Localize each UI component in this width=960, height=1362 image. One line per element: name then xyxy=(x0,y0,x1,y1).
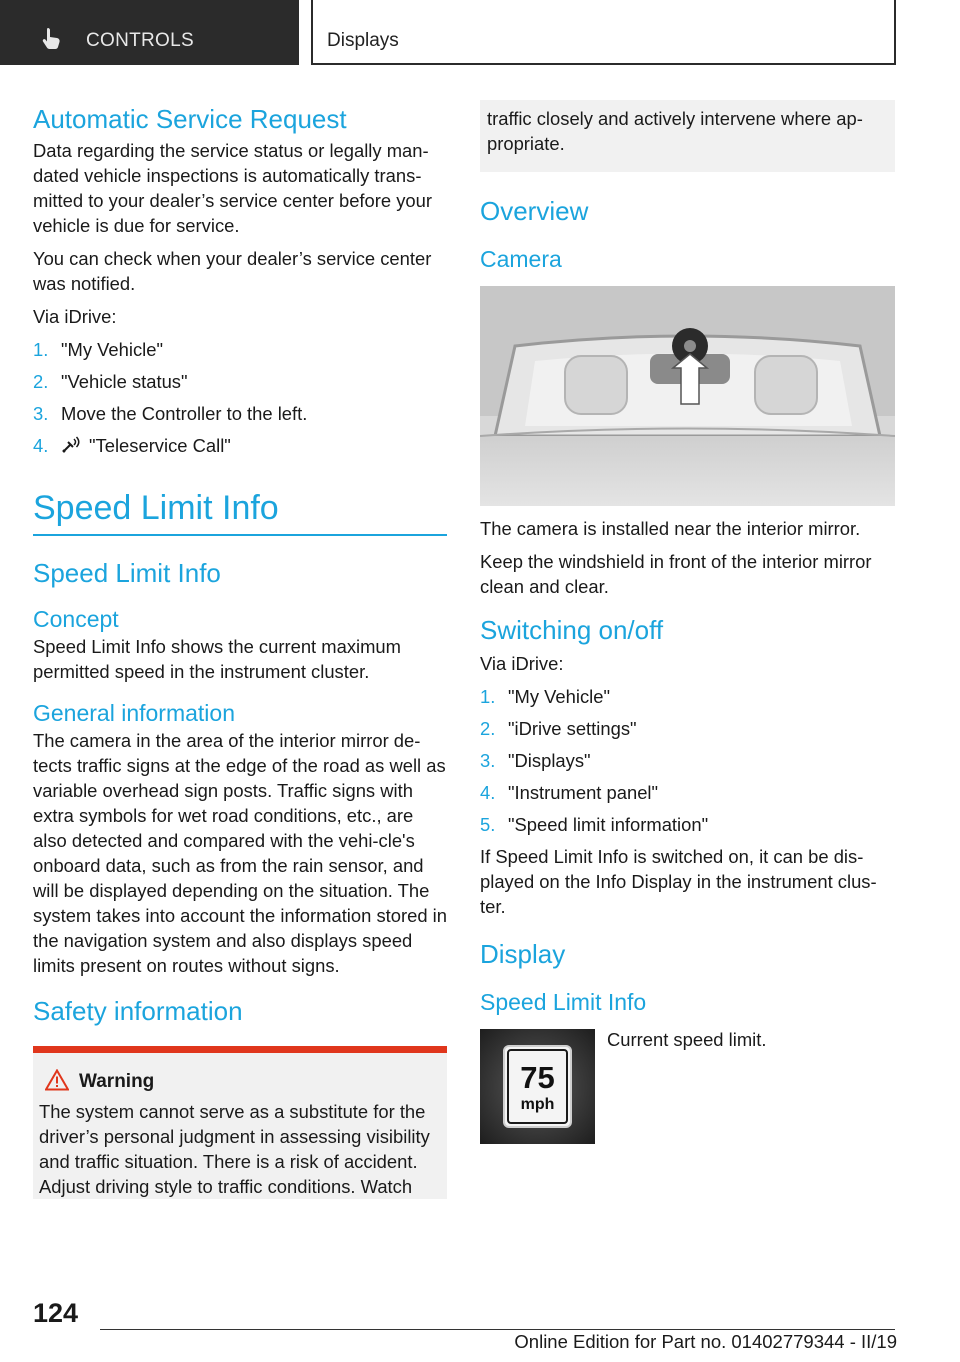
main-heading: Speed Limit Info xyxy=(33,489,279,527)
camera-paragraph-1: The camera is installed near the interior mirror. xyxy=(480,518,861,539)
right-column xyxy=(480,100,895,1149)
speed-limit-unit: mph xyxy=(520,1096,555,1113)
asr-paragraph-2: You can check when your dealer’s service center was notified. xyxy=(33,248,432,294)
sli-caption: Current speed limit. xyxy=(607,1029,767,1050)
teleservice-call-icon xyxy=(61,436,83,454)
warning-label: Warning xyxy=(79,1070,155,1092)
left-column xyxy=(33,100,447,1199)
camera-heading: Camera xyxy=(480,246,562,272)
list-item: 2. "Vehicle status" xyxy=(33,371,188,392)
header-category-tab xyxy=(0,0,299,65)
safety-heading: Safety information xyxy=(33,995,243,1026)
speed-limit-sign-illustration xyxy=(480,1029,595,1144)
asr-via-idrive: Via iDrive: xyxy=(33,306,117,327)
display-heading: Display xyxy=(480,939,566,969)
asr-heading: Automatic Service Request xyxy=(33,104,347,134)
list-item: 2. "iDrive settings" xyxy=(480,718,637,739)
speed-limit-value: 75 xyxy=(520,1060,555,1095)
warning-continuation-text: traffic closely and actively intervene where ap-propriate. xyxy=(487,108,863,154)
header-section-tab xyxy=(311,0,896,65)
list-item: 4. "Teleservice Call" xyxy=(33,435,231,456)
hand-pointer-icon xyxy=(40,26,64,50)
asr-paragraph-1: Data regarding the service status or legally man-dated vehicle inspections is automatically trans-mitted to your dealer’s service center before your vehicle is due for service. xyxy=(33,140,432,236)
general-info-heading: General information xyxy=(33,699,235,726)
camera-location-illustration xyxy=(480,286,895,506)
warning-continuation-box xyxy=(480,100,895,172)
switching-heading: Switching on/off xyxy=(480,615,664,645)
list-item: 1. "My Vehicle" xyxy=(33,339,163,360)
list-item: 3. "Displays" xyxy=(480,750,591,771)
warning-triangle-icon xyxy=(45,1069,69,1091)
list-item: 5. "Speed limit information" xyxy=(480,814,709,835)
warning-bar xyxy=(33,1046,447,1053)
overview-heading: Overview xyxy=(480,196,589,226)
page-number: 124 xyxy=(33,1298,79,1328)
heading-rule xyxy=(33,534,447,536)
footer-edition: Online Edition for Part no. 01402779344 - II/19 xyxy=(514,1331,897,1352)
header-category-label: CONTROLS xyxy=(86,30,194,51)
asr-steps-list xyxy=(33,337,447,458)
sub-heading: Speed Limit Info xyxy=(33,557,221,588)
warning-box xyxy=(33,1046,447,1199)
general-info-paragraph: The camera in the area of the interior mirror de-tects traffic signs at the edge of the road as well as variable overhead sign posts. Traffic signs with extra symbols for wet road conditions, etc., are also detected and compared with the vehi-cle's onboard data, such as from the rain sensor, and will be displayed depending on the situation. The system takes into account the information stored in the navigation system and also displays speed limits present on routes without signs. xyxy=(33,729,447,976)
list-item: 3. Move the Controller to the left. xyxy=(33,403,308,424)
sli-display-row xyxy=(480,1029,895,1149)
header-section-label: Displays xyxy=(327,30,399,51)
switching-via-idrive: Via iDrive: xyxy=(480,653,564,674)
camera-paragraph-2: Keep the windshield in front of the interior mirror clean and clear. xyxy=(480,551,872,597)
concept-heading: Concept xyxy=(33,605,119,632)
switching-paragraph: If Speed Limit Info is switched on, it can be dis-played on the Info Display in the instrument clus-ter. xyxy=(480,846,877,917)
warning-text: The system cannot serve as a substitute for the driver’s personal judgment in assessing visibility and traffic situation. There is a risk of accident. Adjust driving style to traffic conditions. Watch xyxy=(39,1100,430,1197)
concept-paragraph: Speed Limit Info shows the current maximum permitted speed in the instrument cluster. xyxy=(33,635,401,682)
footer-rule xyxy=(100,1329,895,1330)
list-item: 4. "Instrument panel" xyxy=(480,782,659,803)
switching-steps-list xyxy=(480,684,895,837)
list-item: 1. "My Vehicle" xyxy=(480,686,610,707)
sli-heading: Speed Limit Info xyxy=(480,989,647,1015)
